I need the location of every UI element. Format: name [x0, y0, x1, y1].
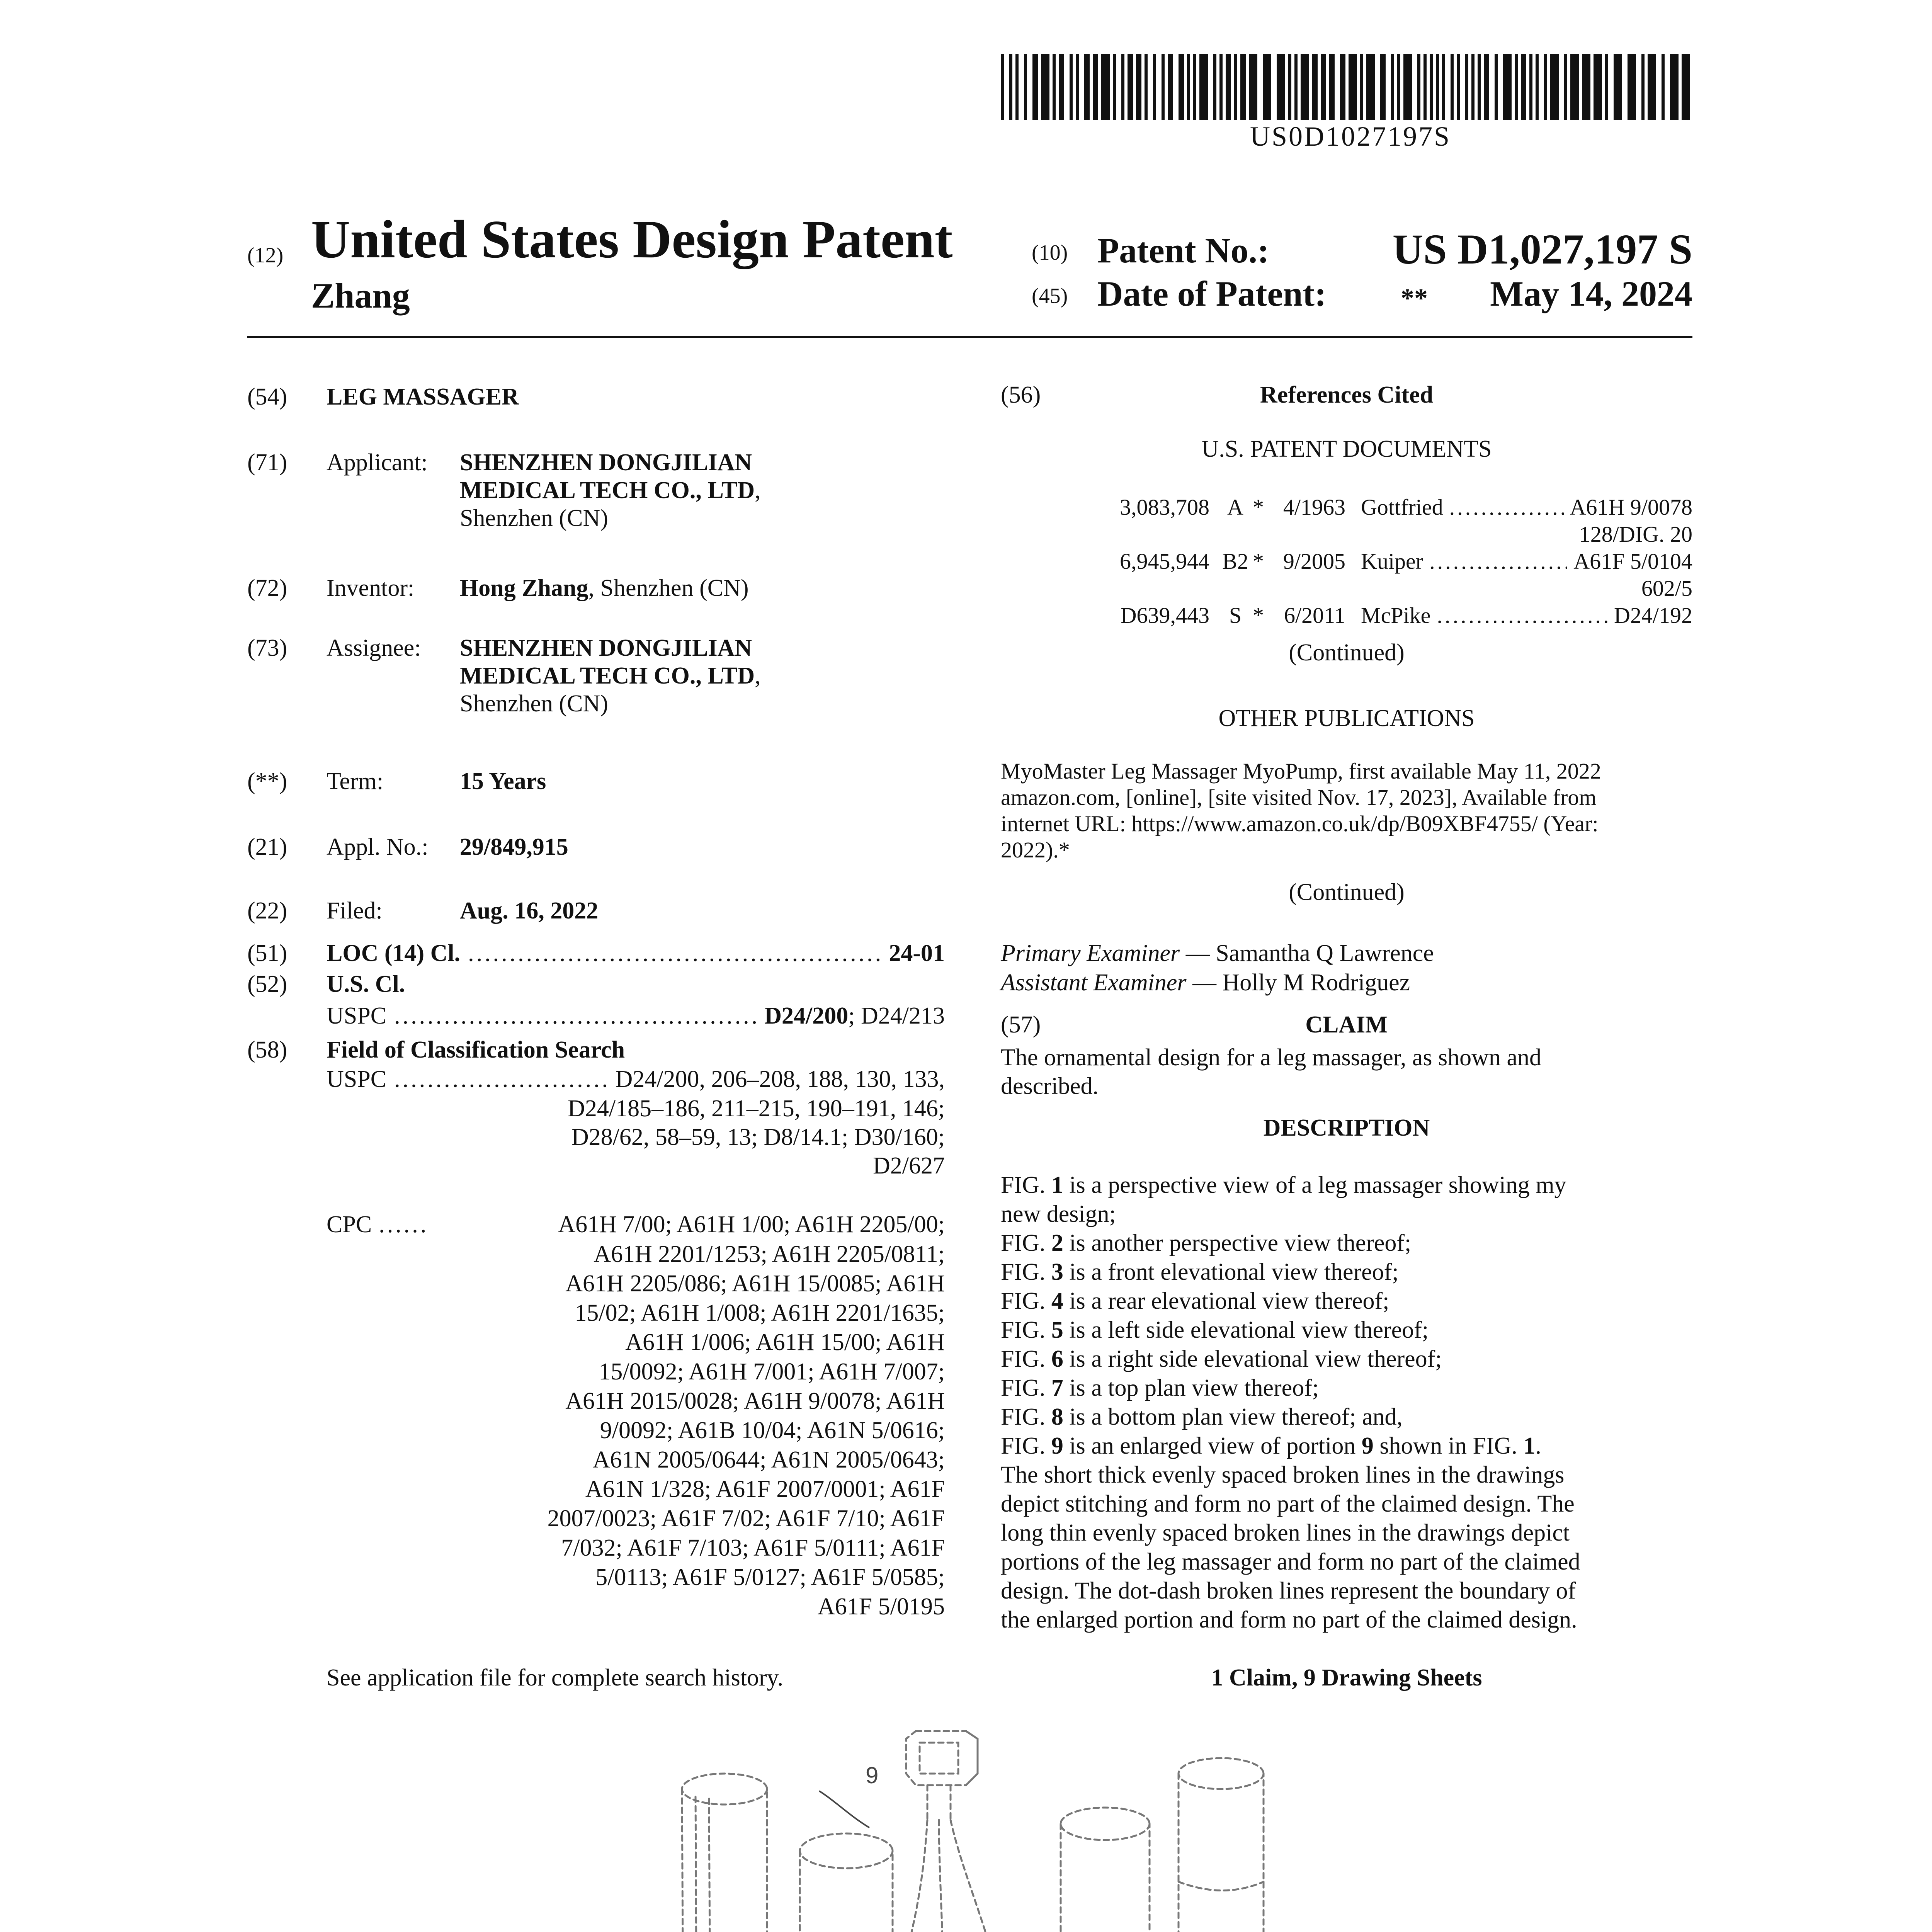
barcode-bar [1329, 54, 1335, 120]
other-pub-line: internet URL: https://www.amazon.co.uk/dp/B09XBF4755/ (Year: [1001, 811, 1599, 836]
barcode-bar [1093, 54, 1098, 120]
cpc-row [327, 1210, 945, 1239]
uscl-label: U.S. Cl. [327, 971, 405, 997]
figure-label-9: 9 [866, 1762, 879, 1788]
barcode-bar [1503, 54, 1512, 120]
cpc-dots [379, 1210, 429, 1239]
applicant-label: Applicant: [327, 449, 428, 476]
filed-code: (22) [247, 898, 287, 924]
cpc-line: 5/0113; A61F 5/0127; A61F 5/0585; [595, 1564, 945, 1590]
ref-date: 9/2005 [1283, 549, 1345, 574]
description-line: the enlarged portion and form no part of the claimed design. [1001, 1607, 1577, 1633]
description-title: DESCRIPTION [1263, 1115, 1430, 1141]
filed-label: Filed: [327, 898, 383, 924]
barcode-bar [1442, 54, 1445, 120]
other-pubs-text [1001, 758, 1692, 863]
date-marker: ** [1401, 284, 1428, 313]
ref-date: 6/2011 [1284, 603, 1345, 628]
loc-code: (51) [247, 940, 287, 966]
date-label: Date of Patent: [1097, 274, 1327, 313]
other-pub-line: 2022).* [1001, 837, 1070, 862]
cpc-line: 15/02; A61H 1/008; A61H 2201/1635; [575, 1300, 945, 1326]
barcode-bar [1226, 54, 1231, 120]
barcode-bar [1187, 54, 1190, 120]
barcode-bar [1430, 54, 1433, 120]
inventor-name: Hong Zhang [460, 575, 588, 601]
barcode-bar [1070, 54, 1073, 120]
description-line: long thin evenly spaced broken lines in the drawings depict [1001, 1520, 1570, 1546]
barcode-bar [1128, 54, 1133, 120]
barcode-bar [1484, 54, 1489, 120]
barcode-number: US0D1027197S [1250, 121, 1451, 152]
barcode-bar [1301, 54, 1309, 120]
fig-text: is a right side elevational view thereof; [1063, 1346, 1442, 1372]
inventor-city: , Shenzhen (CN) [588, 575, 749, 601]
leg-wrap-1 [657, 1774, 767, 1932]
field-label: Field of Classification Search [327, 1037, 625, 1063]
claim-text [1001, 1043, 1692, 1100]
fig-text: FIG. [1001, 1172, 1051, 1198]
fig-number: 5 [1051, 1317, 1063, 1343]
ref-row [1001, 602, 1692, 629]
refs-table [1001, 494, 1692, 629]
fig-text: shown in FIG. [1373, 1433, 1524, 1459]
barcode-bar [1179, 54, 1184, 120]
other-pub-line: amazon.com, [online], [site visited Nov. 17, 2023], Available from [1001, 785, 1597, 810]
applicant-name-2: MEDICAL TECH CO., LTD [460, 477, 755, 503]
invention-title: LEG MASSAGER [327, 384, 519, 410]
ref-dots [1437, 602, 1608, 629]
fig-text: is a front elevational view thereof; [1063, 1259, 1399, 1285]
appl-code: (21) [247, 834, 287, 860]
fig-text: is a top plan view thereof; [1063, 1375, 1319, 1401]
ref-row-cont [1001, 575, 1692, 602]
fig-number: 9 [1361, 1433, 1374, 1459]
fig-text: FIG. [1001, 1259, 1051, 1285]
pubs-continued: (Continued) [1289, 879, 1405, 905]
barcode-bar [1550, 54, 1559, 120]
ref-class: A61F 5/0104 [1573, 549, 1692, 574]
patent-title: United States Design Patent [311, 209, 953, 269]
barcode-bar [1015, 54, 1019, 120]
barcode-bar [1436, 54, 1439, 120]
fig-number: 7 [1051, 1375, 1063, 1401]
assistant-examiner-label: Assistant Examiner [1001, 969, 1187, 996]
cpc-line: A61N 2005/0644; A61N 2005/0643; [592, 1447, 945, 1473]
ref-date: 4/1963 [1283, 495, 1345, 520]
assignee-label: Assignee: [327, 635, 421, 661]
ref-kind: S [1229, 603, 1242, 628]
date-code: (45) [1032, 284, 1068, 308]
barcode-bar [1277, 54, 1285, 120]
loc-value: 24-01 [889, 940, 945, 966]
barcode-bar [1570, 54, 1579, 120]
barcode-bar [1084, 54, 1090, 120]
barcode-bar [1605, 54, 1608, 120]
inventor-label: Inventor: [327, 575, 415, 601]
barcode-bar [1544, 54, 1547, 120]
primary-examiner-label: Primary Examiner [1001, 940, 1180, 966]
barcode [1001, 54, 1692, 120]
kind-code: (12) [247, 243, 284, 267]
fig-text: is a rear elevational view thereof; [1063, 1288, 1389, 1314]
fig-number: 2 [1051, 1230, 1063, 1256]
leg-massager-drawing [618, 1727, 1391, 1932]
control-unit [906, 1731, 978, 1820]
uspc-rest: ; D24/213 [848, 1003, 945, 1029]
description-figs [1001, 1171, 1692, 1634]
cpc-line: A61H 2201/1253; A61H 2205/0811; [594, 1241, 945, 1267]
search-uspc-first: D24/200, 206–208, 188, 130, 133, [615, 1066, 945, 1092]
patent-no-label: Patent No.: [1097, 231, 1269, 270]
search-uspc-lines [327, 1094, 945, 1180]
claim-title: CLAIM [1305, 1012, 1388, 1038]
fig-text: is a bottom plan view thereof; and, [1063, 1404, 1403, 1430]
barcode-bar [1136, 54, 1141, 120]
fig-number: 1 [1051, 1172, 1063, 1198]
search-uspc-line: D2/627 [873, 1153, 945, 1179]
term-code: (**) [247, 768, 287, 794]
ref-kind: B2 [1222, 549, 1248, 574]
cpc-line: A61H 2015/0028; A61H 9/0078; A61H [565, 1388, 945, 1414]
barcode-bar [1001, 54, 1004, 120]
search-note: See application file for complete search history. [327, 1665, 784, 1691]
barcode-bar [1380, 54, 1386, 120]
barcode-bar [1153, 54, 1156, 120]
search-uspc-dots [394, 1065, 607, 1094]
ref-class: D24/192 [1614, 603, 1692, 628]
fig-text: is a left side elevational view thereof; [1063, 1317, 1429, 1343]
inventor-short: Zhang [311, 276, 410, 315]
assignee-city: Shenzhen (CN) [460, 690, 608, 717]
header-rule [247, 336, 1692, 338]
barcode-bar [1564, 54, 1567, 120]
ref-row [1001, 494, 1692, 521]
barcode-bar [1536, 54, 1539, 120]
search-uspc-line: D24/185–186, 211–215, 190–191, 146; [568, 1095, 945, 1122]
claims-summary: 1 Claim, 9 Drawing Sheets [1211, 1665, 1482, 1691]
barcode-bar [1009, 54, 1012, 120]
loc-label: LOC (14) Cl. [327, 940, 461, 966]
barcode-bar [1594, 54, 1602, 120]
ref-row-cont [1001, 521, 1692, 548]
barcode-bar [1321, 54, 1326, 120]
applicant-city: Shenzhen (CN) [460, 505, 608, 531]
barcode-bar [1641, 54, 1645, 120]
cpc-label: CPC [327, 1211, 372, 1238]
barcode-bar [1662, 54, 1665, 120]
appl-label: Appl. No.: [327, 834, 429, 860]
fig-number: 1 [1523, 1433, 1536, 1459]
leg-wrap-4 [1179, 1758, 1283, 1932]
barcode-bar [1024, 54, 1027, 120]
fig-text: FIG. [1001, 1433, 1051, 1459]
barcode-bar [1219, 54, 1223, 120]
fig-text: FIG. [1001, 1317, 1051, 1343]
fig-text: new design; [1001, 1201, 1116, 1227]
assignee-name-1: SHENZHEN DONGJILIAN [460, 635, 752, 661]
barcode-bar [1471, 54, 1475, 120]
barcode-bar [1312, 54, 1318, 120]
barcode-bar [1101, 54, 1110, 120]
fig-text: FIG. [1001, 1375, 1051, 1401]
barcode-bar [1340, 54, 1345, 120]
assistant-examiner-name: — Holly M Rodriguez [1186, 969, 1410, 996]
cpc-lines [327, 1240, 945, 1621]
search-uspc-line: D28/62, 58–59, 13; D8/14.1; D30/160; [571, 1124, 945, 1150]
description-line: design. The dot-dash broken lines represent the boundary of [1001, 1578, 1576, 1604]
cpc-line: 2007/0023; A61F 7/02; A61F 7/10; A61F [547, 1505, 945, 1532]
ref-row [1001, 548, 1692, 575]
leg-wrap-2 [765, 1833, 893, 1932]
loc-dots [468, 939, 881, 968]
refs-code: (56) [1001, 382, 1041, 408]
ref-dots [1449, 494, 1564, 521]
barcode-bar [1199, 54, 1208, 120]
description-line: portions of the leg massager and form no part of the claimed [1001, 1549, 1580, 1575]
barcode-bar [1648, 54, 1656, 120]
search-uspc-label: USPC [327, 1066, 387, 1092]
ref-star: * [1253, 549, 1264, 574]
ref-star: * [1253, 603, 1264, 628]
fig-number: 6 [1051, 1346, 1063, 1372]
barcode-bar [1294, 54, 1298, 120]
uspc-label: USPC [327, 1003, 387, 1029]
fig-text: . [1535, 1433, 1541, 1459]
barcode-bar [1670, 54, 1679, 120]
barcode-bar [1360, 54, 1363, 120]
ref-dots [1429, 548, 1567, 575]
barcode-bar [1193, 54, 1196, 120]
title-code: (54) [247, 384, 287, 410]
patent-no-code: (10) [1032, 241, 1068, 265]
barcode-bar [1059, 54, 1064, 120]
loc-row [327, 939, 945, 968]
fig-text: FIG. [1001, 1288, 1051, 1314]
other-pubs-title: OTHER PUBLICATIONS [1218, 705, 1475, 731]
ref-number: 6,945,944 [1120, 549, 1209, 574]
barcode-bar [1628, 54, 1636, 120]
refs-continued: (Continued) [1289, 639, 1405, 666]
barcode-bar [1240, 54, 1246, 120]
barcode-bar [1168, 54, 1173, 120]
patent-date: May 14, 2024 [1490, 274, 1692, 313]
barcode-bar [1263, 54, 1271, 120]
patent-number: US D1,027,197 S [1392, 226, 1692, 273]
barcode-bar [1213, 54, 1216, 120]
cpc-line: A61F 5/0195 [818, 1594, 945, 1620]
other-pub-line: MyoMaster Leg Massager MyoPump, first available May 11, 2022 [1001, 759, 1601, 784]
assignee-name-2: MEDICAL TECH CO., LTD [460, 663, 755, 689]
barcode-bar [1495, 54, 1498, 120]
term-label: Term: [327, 768, 384, 794]
ref-star: * [1253, 495, 1264, 520]
barcode-bar [1529, 54, 1532, 120]
barcode-bar [1113, 54, 1116, 120]
fig-text: FIG. [1001, 1404, 1051, 1430]
us-docs-title: U.S. PATENT DOCUMENTS [1201, 436, 1492, 462]
applicant-code: (71) [247, 449, 287, 476]
ref-number: 3,083,708 [1120, 495, 1209, 520]
search-uspc-row [327, 1065, 945, 1094]
barcode-bar [1121, 54, 1124, 120]
description-line: The short thick evenly spaced broken lines in the drawings [1001, 1462, 1565, 1488]
ref-name: Gottfried [1361, 495, 1443, 520]
barcode-bar [1162, 54, 1165, 120]
refs-title: References Cited [1260, 382, 1434, 408]
fig-text: is another perspective view thereof; [1063, 1230, 1412, 1256]
leg-wrap-3 [1061, 1808, 1150, 1932]
fig-number: 4 [1051, 1288, 1063, 1314]
barcode-bar [1366, 54, 1375, 120]
fig-text: is an enlarged view of portion [1063, 1433, 1362, 1459]
ref-class: A61H 9/0078 [1570, 495, 1692, 520]
uspc-main: D24/200 [764, 1003, 849, 1029]
cpc-line: A61H 2205/086; A61H 15/0085; A61H [565, 1270, 945, 1297]
ref-name: McPike [1361, 603, 1431, 628]
barcode-bar [1053, 54, 1056, 120]
barcode-bar [1041, 54, 1049, 120]
cpc-first: A61H 7/00; A61H 1/00; A61H 2205/00; [558, 1211, 945, 1238]
barcode-bar [1521, 54, 1526, 120]
cpc-line: A61N 1/328; A61F 2007/0001; A61F [585, 1476, 945, 1502]
barcode-bar [1451, 54, 1454, 120]
cpc-line: 7/032; A61F 7/103; A61F 5/0111; A61F [561, 1535, 945, 1561]
cpc-line: 15/0092; A61H 7/001; A61H 7/007; [599, 1359, 945, 1385]
ref-kind: A [1227, 495, 1243, 520]
claim-code: (57) [1001, 1012, 1041, 1038]
barcode-bar [1682, 54, 1690, 120]
fig-number: 9 [1051, 1433, 1063, 1459]
uspc-dots [394, 1002, 757, 1030]
barcode-bar [1397, 54, 1400, 120]
uspc-row [327, 1002, 945, 1030]
applicant-name-1: SHENZHEN DONGJILIAN [460, 449, 752, 476]
barcode-bar [1403, 54, 1412, 120]
appl-number: 29/849,915 [460, 834, 568, 860]
fig-text: FIG. [1001, 1230, 1051, 1256]
cpc-line: 9/0092; A61B 10/04; A61N 5/0616; [600, 1417, 945, 1444]
claim-line: The ornamental design for a leg massager, as shown and [1001, 1044, 1541, 1071]
barcode-bar [1515, 54, 1518, 120]
fig-text: FIG. [1001, 1346, 1051, 1372]
cpc-line: A61H 1/006; A61H 15/00; A61H [625, 1329, 945, 1355]
barcode-bar [1465, 54, 1468, 120]
barcode-bar [1582, 54, 1590, 120]
barcode-bar [1145, 54, 1148, 120]
ref-number: D639,443 [1120, 603, 1209, 628]
barcode-bar [1478, 54, 1481, 120]
barcode-bar [1076, 54, 1079, 120]
primary-examiner-name: — Samantha Q Lawrence [1180, 940, 1434, 966]
barcode-bar [1417, 54, 1420, 120]
barcode-bar [1614, 54, 1622, 120]
barcode-bar [1391, 54, 1394, 120]
filed-date: Aug. 16, 2022 [460, 898, 599, 924]
description-line: depict stitching and form no part of the claimed design. The [1001, 1491, 1575, 1517]
barcode-bar [1249, 54, 1257, 120]
fig-number: 8 [1051, 1404, 1063, 1430]
term-value: 15 Years [460, 768, 546, 794]
barcode-bar [1457, 54, 1460, 120]
ref-class-2: 128/DIG. 20 [1579, 522, 1692, 547]
fig-text: is a perspective view of a leg massager showing my [1063, 1172, 1566, 1198]
barcode-bar [1349, 54, 1357, 120]
ref-name: Kuiper [1361, 549, 1423, 574]
barcode-bar [1032, 54, 1038, 120]
inventor-code: (72) [247, 575, 287, 601]
barcode-bar [1288, 54, 1291, 120]
barcode-bar [1234, 54, 1237, 120]
uscl-code: (52) [247, 971, 287, 997]
assignee-code: (73) [247, 635, 287, 661]
ref-class-2: 602/5 [1641, 576, 1692, 601]
fig-number: 3 [1051, 1259, 1063, 1285]
barcode-bar [1423, 54, 1427, 120]
claim-line: described. [1001, 1073, 1099, 1099]
field-code: (58) [247, 1037, 287, 1063]
